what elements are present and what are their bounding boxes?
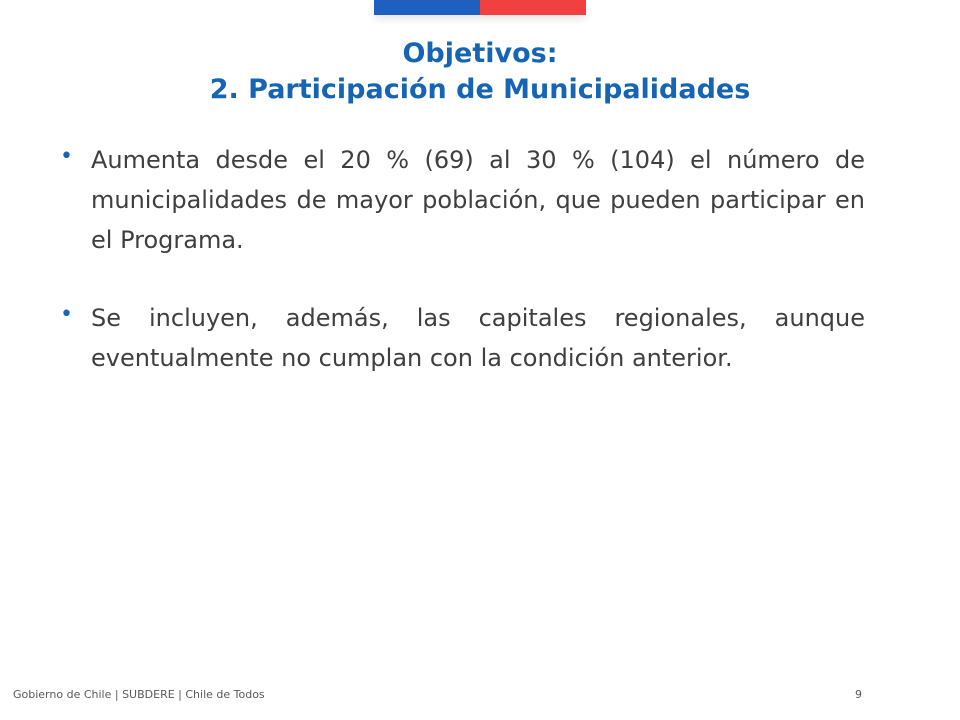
slide-title [0, 36, 960, 108]
title-line-2: 2. Participación de Municipalidades [209, 74, 751, 105]
flag-blue-stripe [374, 0, 480, 15]
footer-text: Gobierno de Chile | SUBDERE | Chile de Todos [13, 688, 265, 701]
bullet-item [60, 140, 865, 260]
flag-red-stripe [480, 0, 586, 15]
flag-bar [374, 0, 586, 15]
bullet-item [60, 298, 865, 378]
title-line-1: Objetivos: [402, 38, 558, 69]
bullet-list [60, 140, 865, 416]
page-number: 9 [855, 688, 862, 701]
bullet-icon: • [60, 144, 73, 169]
bullet-text: Aumenta desde el 20 % (69) al 30 % (104) el número de municipalidades de mayor población, que pueden participar en el Programa. [91, 146, 865, 254]
bullet-text: Se incluyen, además, las capitales regionales, aunque eventualmente no cumplan con la condición anterior. [91, 304, 865, 372]
bullet-icon: • [60, 302, 73, 327]
